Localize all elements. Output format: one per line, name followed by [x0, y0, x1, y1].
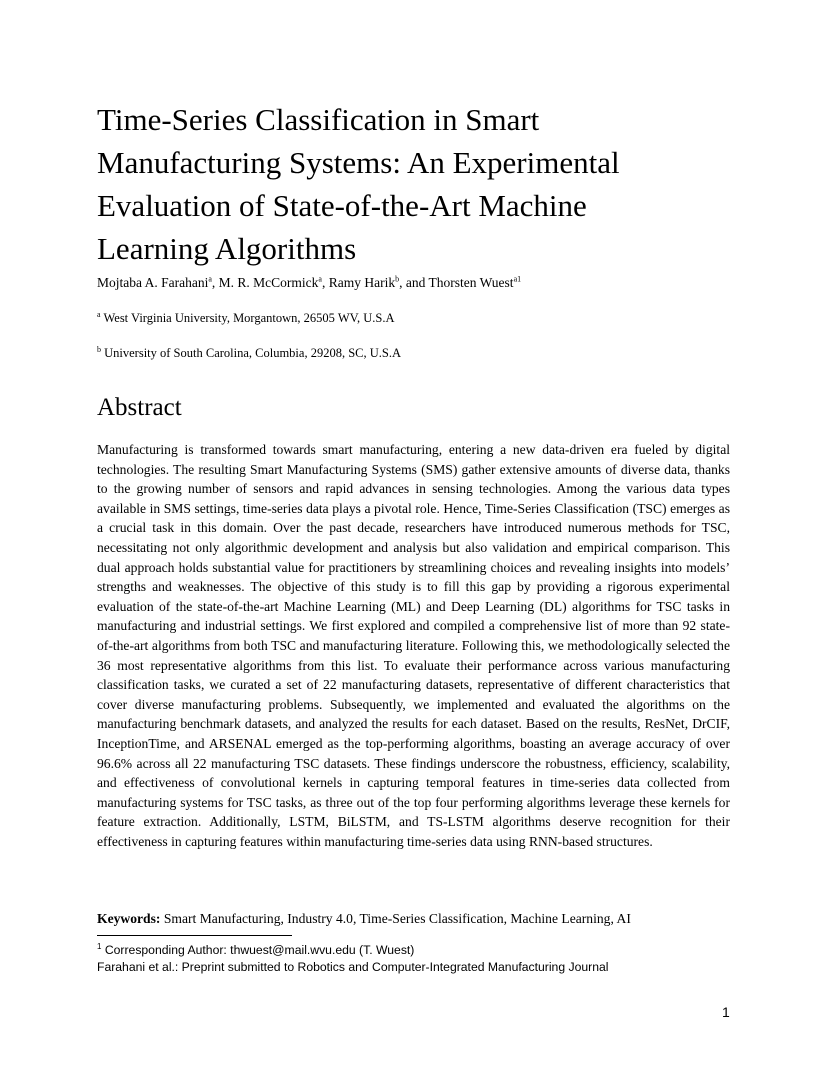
- author-name: Mojtaba A. Farahani: [97, 275, 209, 290]
- author-separator: ,: [211, 275, 219, 290]
- keywords-label: Keywords:: [97, 911, 161, 926]
- author-affiliation-mark: a: [208, 274, 212, 284]
- affiliation: [97, 311, 395, 326]
- title-line: Manufacturing Systems: An Experimental: [97, 145, 620, 180]
- author-name: Thorsten Wuest: [428, 275, 514, 290]
- corresponding-author-footnote: [97, 943, 414, 957]
- author-list: [97, 275, 521, 291]
- abstract-body: Manufacturing is transformed towards smart manufacturing, entering a new data-driven era fueled by digital technologies. The resulting Smart Manufacturing Systems (SMS) gather extensive amounts of diverse data, thanks to the growing number of sensors and rapid advances in sensing technologies. Among the various data types available in SMS settings, time-series data plays a pivotal role. Hence, Time-Series Classification (TSC) emerges as a crucial task in this domain. Over the past decade, researchers have introduced numerous methods for TSC, necessitating not only algorithmic development and analysis but also validation and empirical comparison. This dual approach holds substantial value for practitioners by streamlining choices and revealing insights into models’ strengths and weaknesses. The objective of this study is to fill this gap by providing a rigorous experimental evaluation of the state-of-the-art Machine Learning (ML) and Deep Learning (DL) algorithms for TSC tasks in manufacturing and industrial settings. We first explored and compiled a comprehensive list of more than 92 state-of-the-art algorithms from both TSC and manufacturing literature. Following this, we methodologically selected the 36 most representative algorithms from this list. To evaluate their performance across various manufacturing classification tasks, we curated a set of 22 manufacturing datasets, representative of different characteristics that cover diverse manufacturing problems. Subsequently, we implemented and evaluated the algorithms on the manufacturing benchmark datasets, and analyzed the results for each dataset. Based on the results, ResNet, DrCIF, InceptionTime, and ARSENAL emerged as the top-performing algorithms, boasting an average accuracy of over 96.6% across all 22 manufacturing TSC datasets. These findings underscore the robustness, efficiency, scalability, and effectiveness of convolutional kernels in capturing temporal features in time-series data collected from manufacturing systems for TSC tasks, as three out of the top four performing algorithms leverage these kernels for feature extraction. Additionally, LSTM, BiLSTM, and TS-LSTM algorithms deserve recognition for their effectiveness in capturing features within manufacturing time-series data using RNN-based structures.: [97, 442, 730, 849]
- page-number: 1: [722, 1004, 730, 1020]
- author-name: M. R. McCormick: [218, 275, 319, 290]
- affiliation: [97, 346, 401, 361]
- author-separator: ,: [321, 275, 329, 290]
- title-line: Time-Series Classification in Smart: [97, 102, 540, 137]
- footnote-mark: 1: [97, 941, 102, 951]
- footnote-divider: [97, 935, 292, 936]
- footnote-text: Corresponding Author: thwuest@mail.wvu.edu (T. Wuest): [101, 943, 415, 957]
- keywords-text: Smart Manufacturing, Industry 4.0, Time-Series Classification, Machine Learning, AI: [160, 911, 631, 926]
- paper-title: [97, 98, 737, 270]
- author-separator: , and: [399, 275, 429, 290]
- author-affiliation-mark: a1: [513, 274, 522, 284]
- affiliation-text: West Virginia University, Morgantown, 26505 WV, U.S.A: [103, 311, 395, 325]
- affiliation-text: University of South Carolina, Columbia, 29208, SC, U.S.A: [104, 346, 401, 360]
- abstract-heading: Abstract: [97, 394, 182, 421]
- title-line: Evaluation of State-of-the-Art Machine: [97, 188, 587, 223]
- author-affiliation-mark: b: [395, 274, 400, 284]
- keywords-line: [97, 911, 631, 927]
- preprint-note: Farahani et al.: Preprint submitted to Robotics and Computer-Integrated Manufacturing Journal: [97, 960, 609, 974]
- affiliation-mark: a: [97, 309, 101, 319]
- author-affiliation-mark: a: [318, 274, 322, 284]
- affiliation-mark: b: [97, 344, 101, 354]
- author-name: Ramy Harik: [328, 275, 396, 290]
- title-line: Learning Algorithms: [97, 231, 357, 266]
